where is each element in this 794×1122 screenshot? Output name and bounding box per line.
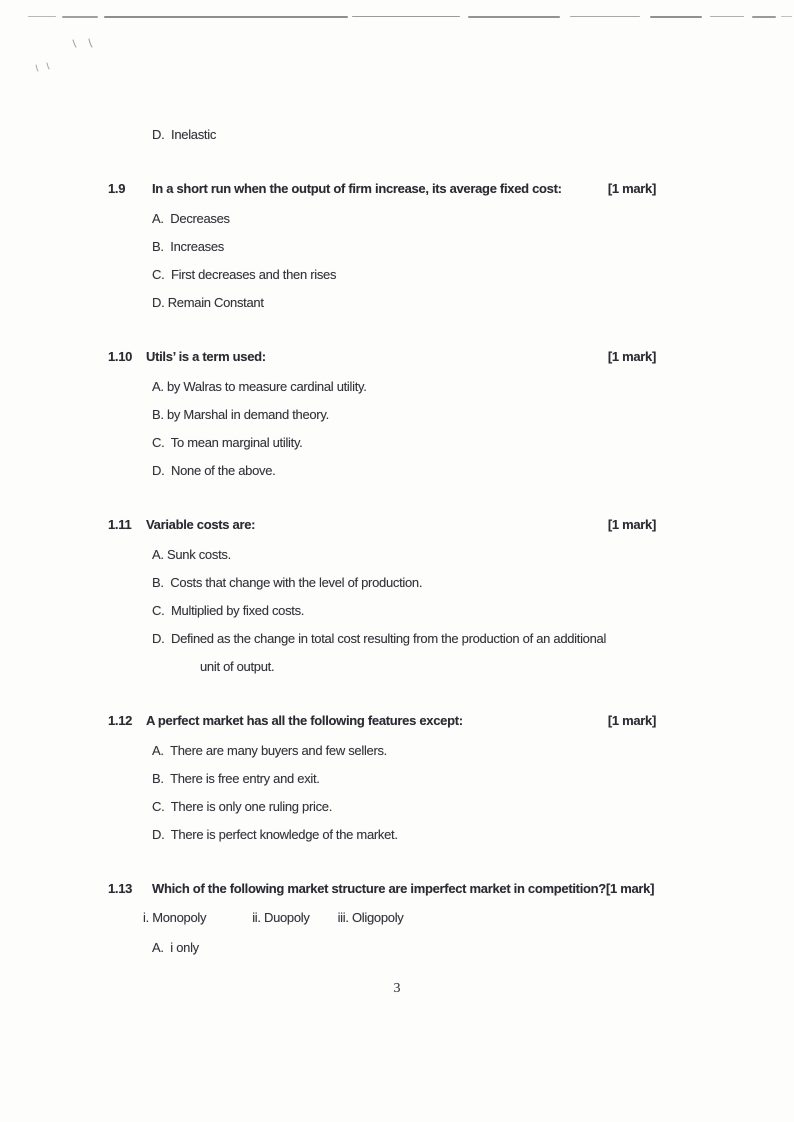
answer-option: A. by Walras to measure cardinal utility. (152, 379, 367, 394)
question-header (108, 511, 656, 539)
question-list (108, 175, 656, 962)
answer-options (108, 541, 656, 681)
question-text: Variable costs are: (146, 517, 256, 532)
answer-option: B. Costs that change with the level of production. (152, 575, 423, 590)
question-header (108, 875, 656, 903)
question-header (108, 175, 656, 203)
question-block (108, 875, 656, 962)
question-text: In a short run when the output of firm increase, its average fixed cost: (152, 181, 562, 196)
question-mark-label: [1 mark] (605, 881, 655, 896)
question-number: 1.12 (108, 713, 133, 728)
question-text: Utils’ is a term used: (146, 349, 266, 364)
question-mark-label: [1 mark] (607, 713, 656, 728)
question-block (108, 343, 656, 485)
roman-list (143, 903, 656, 932)
question-header (108, 707, 656, 735)
question-mark-label: [1 mark] (607, 181, 656, 196)
question-header (108, 343, 656, 371)
answer-option: C. Multiplied by fixed costs. (152, 603, 305, 618)
answer-option: B. There is free entry and exit. (152, 771, 320, 786)
roman-item: i. Monopoly (143, 910, 207, 925)
question-number: 1.11 (108, 517, 132, 532)
question-text: A perfect market has all the following features except: (146, 713, 463, 728)
answer-option: A. Decreases (152, 211, 230, 226)
question-number: 1.9 (108, 181, 126, 196)
answer-option: A. There are many buyers and few sellers. (152, 743, 387, 758)
answer-options (108, 934, 656, 962)
answer-option: C. First decreases and then rises (152, 267, 337, 282)
answer-option: C. To mean marginal utility. (152, 435, 303, 450)
question-block (108, 707, 656, 849)
answer-option: D. None of the above. (152, 463, 276, 478)
question-block (108, 175, 656, 317)
answer-option: A. i only (152, 940, 199, 955)
answer-option: A. Sunk costs. (152, 547, 231, 562)
answer-option: D. Remain Constant (152, 295, 264, 310)
answer-option: B. by Marshal in demand theory. (152, 407, 329, 422)
question-mark-label: [1 mark] (607, 349, 656, 364)
question-mark-label: [1 mark] (607, 517, 656, 532)
roman-item: ii. Duopoly (252, 910, 310, 925)
answer-options (108, 205, 656, 317)
roman-item: iii. Oligopoly (337, 910, 404, 925)
question-text: Which of the following market structure are imperfect market in competition? (152, 881, 606, 896)
answer-option: D. There is perfect knowledge of the market. (152, 827, 398, 842)
question-block (108, 511, 656, 681)
answer-options (108, 373, 656, 485)
page-number: 3 (393, 981, 401, 996)
answer-option: D. Defined as the change in total cost resulting from the production of an additional (152, 631, 607, 646)
question-number: 1.13 (108, 881, 133, 896)
carryover-option-line: D. Inelastic (152, 127, 217, 142)
question-number: 1.10 (108, 349, 133, 364)
answer-option: B. Increases (152, 239, 224, 254)
answer-options (108, 737, 656, 849)
answer-option: C. There is only one ruling price. (152, 799, 333, 814)
answer-option-continuation: unit of output. (200, 659, 275, 674)
